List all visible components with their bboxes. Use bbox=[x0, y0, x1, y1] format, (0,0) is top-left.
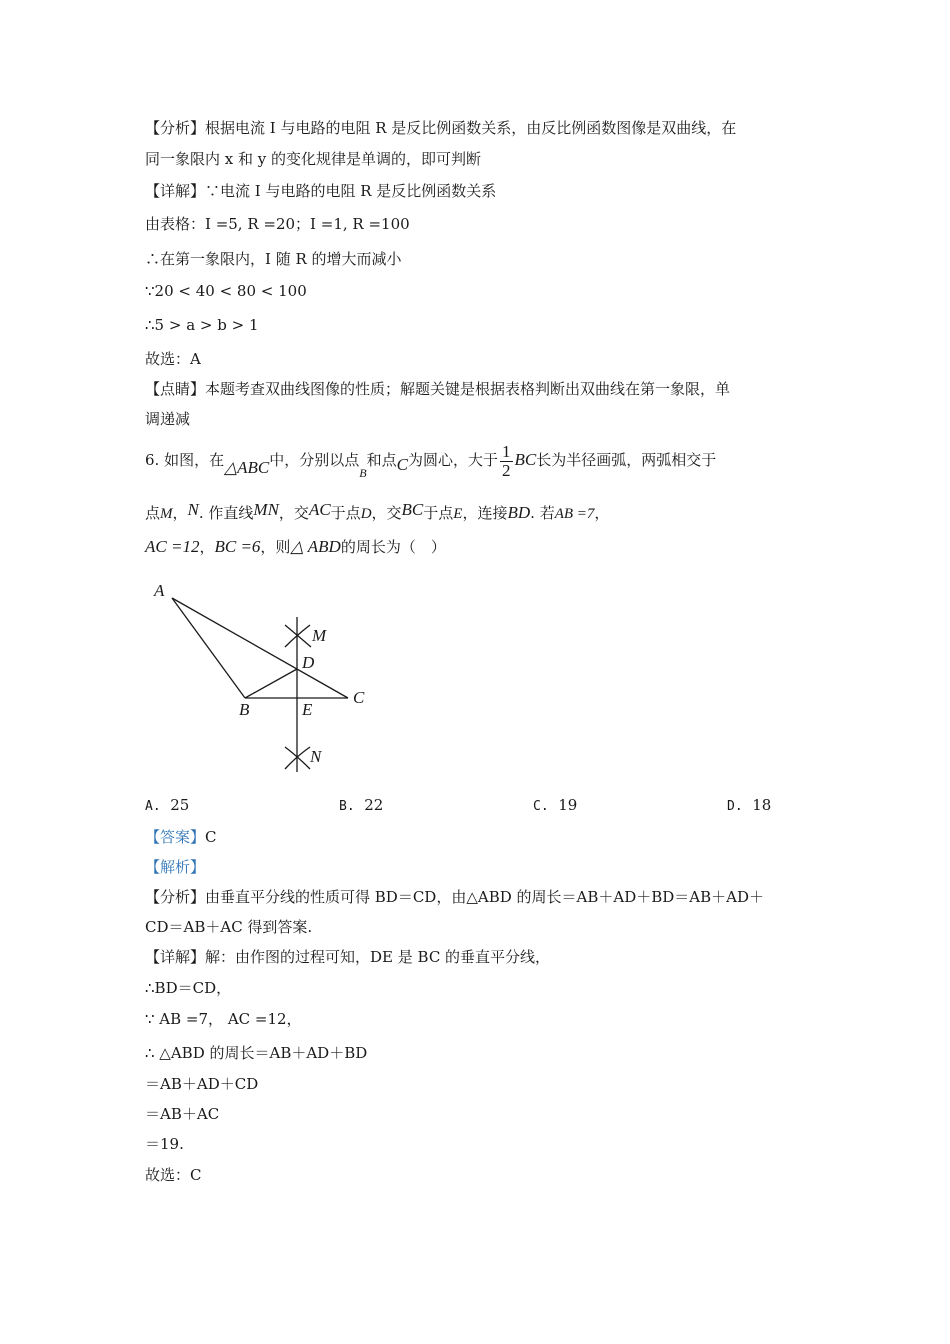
detail-line-5: ∴5 > a > b > 1 bbox=[145, 316, 259, 334]
q6-segment-bd: BD bbox=[507, 503, 531, 522]
q6-text: ，交 bbox=[371, 504, 402, 522]
q6-text: 点 bbox=[145, 504, 161, 522]
question-6-line-1 bbox=[145, 440, 716, 481]
option-letter: C. bbox=[533, 799, 549, 814]
option-value: 22 bbox=[364, 796, 384, 814]
analysis-line-1: 【分析】根据电流 I 与电路的电阻 R 是反比例函数关系，由反比例函数图像是双曲线，在 bbox=[145, 119, 737, 137]
label-b: B bbox=[239, 700, 250, 719]
detail2-line-8: 故选：C bbox=[145, 1166, 202, 1184]
q6-point-m: M bbox=[160, 506, 173, 522]
detail-line-1: 【详解】∵电流 I 与电路的电阻 R 是反比例函数关系 bbox=[145, 182, 497, 200]
answer-value: C bbox=[205, 828, 217, 846]
label-d: D bbox=[302, 653, 315, 672]
segment-ac bbox=[172, 598, 348, 698]
label-n: N bbox=[310, 747, 322, 766]
label-a: A bbox=[154, 581, 165, 600]
q6-text: ，连接 bbox=[462, 504, 508, 522]
segment-bd bbox=[245, 669, 297, 698]
detail2-line-3: ∵ AB =7， AC =12， bbox=[145, 1010, 302, 1028]
q6-text: 为圆心，大于 bbox=[408, 451, 499, 469]
q6-text: 于点 bbox=[330, 504, 361, 522]
detail-line-2: 由表格：I =5, R =20；I =1, R =100 bbox=[145, 215, 410, 233]
q6-point-d: D bbox=[360, 506, 372, 522]
comment-line-1: 【点睛】本题考查双曲线图像的性质；解题关键是根据表格判断出双曲线在第一象限，单 bbox=[145, 380, 731, 398]
detail-line-4: ∵20 < 40 < 80 < 100 bbox=[145, 282, 307, 300]
q6-text: 中，分别以点 bbox=[269, 451, 360, 469]
detail2-line-5: ＝AB＋AD＋CD bbox=[145, 1075, 259, 1093]
detail-line-6: 故选：A bbox=[145, 350, 201, 368]
q6-segment-ac: AC bbox=[308, 500, 331, 519]
option-letter: B. bbox=[339, 799, 355, 814]
detail2-line-6: ＝AB＋AC bbox=[145, 1105, 220, 1123]
option-d[interactable] bbox=[727, 796, 771, 814]
detail2-line-2: ∴BD＝CD， bbox=[145, 979, 232, 997]
detail2-line-1: 【详解】解：由作图的过程可知，DE 是 BC 的垂直平分线， bbox=[145, 948, 551, 966]
question-6-line-3 bbox=[145, 536, 446, 558]
fraction-numerator: 1 bbox=[502, 441, 511, 461]
q6-text: 的周长为（ ） bbox=[340, 538, 446, 556]
q6-text: ， bbox=[594, 504, 610, 522]
question-6-line-2 bbox=[145, 502, 609, 525]
q6-text: ，交 bbox=[278, 504, 309, 522]
comment-line-2: 调递减 bbox=[145, 410, 191, 428]
segment-ab bbox=[172, 598, 245, 698]
answer-line bbox=[145, 826, 217, 848]
option-b[interactable] bbox=[339, 796, 383, 814]
q6-point-c: C bbox=[396, 455, 408, 474]
option-c[interactable] bbox=[533, 796, 577, 814]
analysis-line-2: 同一象限内 x 和 y 的变化规律是单调的，即可判断 bbox=[145, 150, 482, 168]
q6-bc-value: BC =6 bbox=[214, 537, 261, 556]
label-e: E bbox=[302, 700, 313, 719]
q6-text: 6. 如图，在 bbox=[145, 451, 225, 469]
q6-point-b: B bbox=[359, 466, 367, 480]
q6-point-e: E bbox=[453, 506, 463, 522]
analysis2-line-1: 【分析】由垂直平分线的性质可得 BD＝CD，由△ABD 的周长＝AB＋AD＋BD＝AB＋AD＋ bbox=[145, 888, 764, 906]
detail-line-3: ∴在第一象限内，I 随 R 的增大而减小 bbox=[145, 250, 402, 268]
option-value: 19 bbox=[558, 796, 578, 814]
geometry-figure bbox=[140, 575, 380, 785]
fraction-one-half bbox=[500, 443, 513, 480]
label-c: C bbox=[353, 688, 365, 707]
q6-text: ， bbox=[199, 538, 215, 556]
q6-text: ，则 bbox=[260, 538, 291, 556]
q6-ab-value: AB =7 bbox=[554, 506, 595, 522]
label-m: M bbox=[312, 626, 327, 645]
q6-text: . 若 bbox=[530, 504, 555, 522]
q6-text: 长为半径画弧，两弧相交于 bbox=[536, 451, 717, 469]
detail2-line-4: ∴ △ABD 的周长＝AB＋AD＋BD bbox=[145, 1044, 368, 1062]
q6-text: 和点 bbox=[366, 451, 397, 469]
q6-ac-value: AC =12 bbox=[145, 537, 200, 556]
jiexi-label: 【解析】 bbox=[145, 858, 206, 876]
option-value: 18 bbox=[752, 796, 772, 814]
option-value: 25 bbox=[170, 796, 190, 814]
q6-triangle-abc: △ABC bbox=[224, 458, 270, 477]
q6-segment-bc: BC bbox=[514, 450, 537, 469]
q6-line-mn: MN bbox=[253, 500, 279, 519]
q6-text: ， bbox=[172, 504, 188, 522]
q6-segment-bc-2: BC bbox=[401, 500, 424, 519]
q6-point-n: N bbox=[187, 500, 199, 519]
option-letter: A. bbox=[145, 799, 161, 814]
detail2-line-7: ＝19. bbox=[145, 1135, 184, 1153]
fraction-denominator: 2 bbox=[502, 460, 511, 480]
option-letter: D. bbox=[727, 799, 743, 814]
q6-text: 于点 bbox=[423, 504, 454, 522]
analysis2-line-2: CD＝AB＋AC 得到答案. bbox=[145, 918, 313, 936]
option-a[interactable] bbox=[145, 796, 189, 814]
answer-label: 【答案】 bbox=[145, 828, 206, 846]
q6-triangle-abd: △ ABD bbox=[290, 537, 341, 556]
q6-text: . 作直线 bbox=[198, 504, 254, 522]
